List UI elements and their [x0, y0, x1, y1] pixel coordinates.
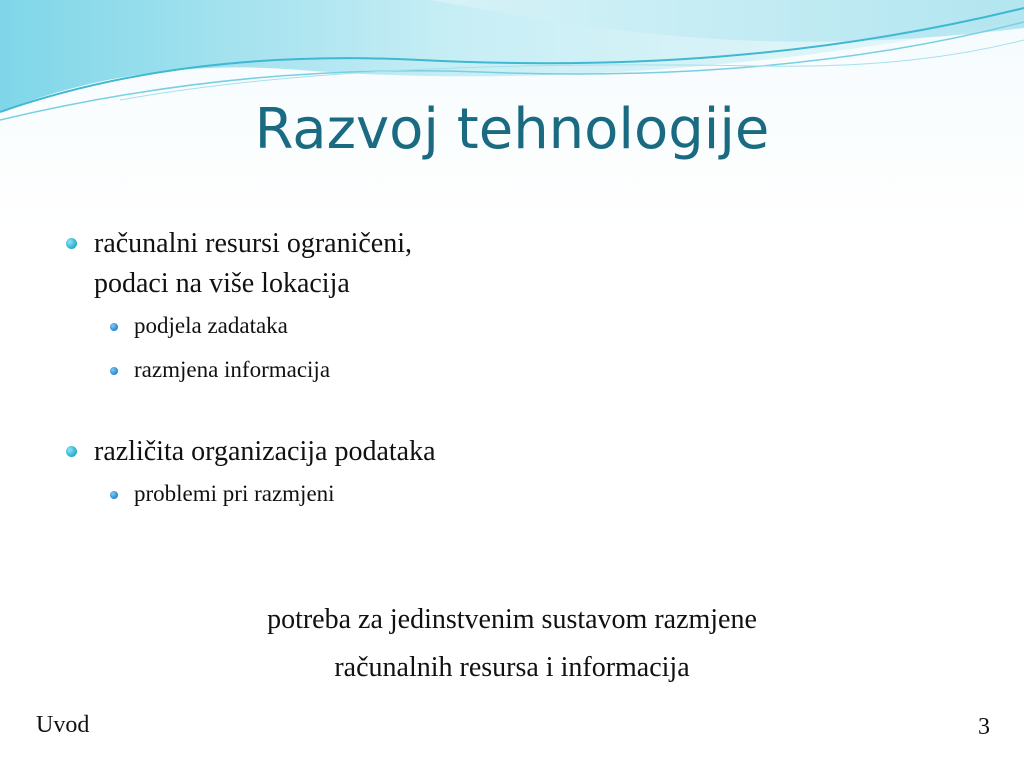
sub-bullet-dot-icon — [110, 367, 118, 375]
footer-section-label: Uvod — [36, 712, 90, 738]
sub-bullet-dot-icon — [110, 491, 118, 499]
bullet-item-2 — [58, 432, 978, 472]
sub-bullet-text: podjela zadataka — [134, 313, 288, 338]
conclusion-line-1: potreba za jedinstvenim sustavom razmjene — [267, 604, 757, 635]
sub-bullet-text: problemi pri razmjeni — [134, 481, 335, 506]
conclusion-text — [0, 596, 1024, 692]
conclusion-line-2: računalnih resursa i informacija — [334, 652, 690, 683]
sub-bullet-dot-icon — [110, 323, 118, 331]
bullet-item-2-line-1: različita organizacija podataka — [94, 436, 436, 467]
sub-bullet-item-2-1 — [58, 472, 978, 516]
bullet-item-1-line-1: računalni resursi ograničeni, — [94, 228, 412, 259]
slide-number: 3 — [978, 714, 990, 740]
sub-bullet-text: razmjena informacija — [134, 357, 331, 382]
sub-bullet-item-1-2 — [58, 348, 978, 392]
bullet-list — [58, 224, 978, 516]
sub-bullet-item-1-1 — [58, 304, 978, 348]
bullet-item-1-line-2: podaci na više lokacija — [94, 268, 350, 299]
bullet-item-1 — [58, 224, 978, 304]
slide-title: Razvoj tehnologije — [254, 97, 770, 162]
bullet-dot-icon — [66, 446, 77, 457]
bullet-dot-icon — [66, 238, 77, 249]
spacer — [58, 392, 978, 432]
